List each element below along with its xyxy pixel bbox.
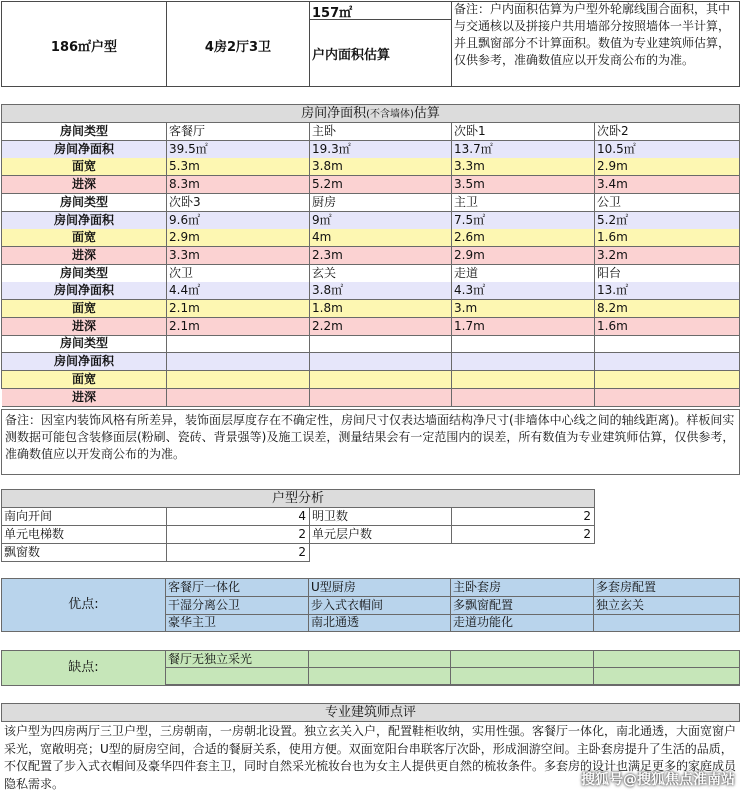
cons-item bbox=[166, 668, 309, 685]
row-label-type: 房间类型 bbox=[2, 265, 167, 283]
analysis-value: 2 bbox=[167, 526, 310, 544]
room-area-cell: 13.㎡ bbox=[595, 282, 740, 300]
room-type-cell: 玄关 bbox=[310, 265, 452, 283]
room-depth-cell: 2.3m bbox=[310, 247, 452, 265]
room-area-cell bbox=[595, 353, 740, 371]
room-area-cell: 10.5㎡ bbox=[595, 141, 740, 159]
pros-label: 优点: bbox=[2, 579, 166, 631]
room-area-cell: 5.2㎡ bbox=[595, 212, 740, 230]
header-divider-3 bbox=[451, 1, 452, 87]
room-area-cell: 13.7㎡ bbox=[452, 141, 595, 159]
row-label-depth: 进深 bbox=[2, 247, 167, 265]
cons-grid bbox=[1, 650, 740, 686]
room-area-cell: 3.8㎡ bbox=[310, 282, 452, 300]
room-depth-cell: 2.1m bbox=[167, 318, 310, 336]
room-width-cell: 2.6m bbox=[452, 229, 595, 247]
unit-layout: 4房2厅3卫 bbox=[204, 40, 272, 55]
room-width-cell: 1.8m bbox=[310, 300, 452, 318]
room-area-cell: 39.5㎡ bbox=[167, 141, 310, 159]
room-area-cell: 9.6㎡ bbox=[167, 212, 310, 230]
area-value: 157㎡ bbox=[312, 6, 353, 21]
room-width-cell: 3.m bbox=[452, 300, 595, 318]
analysis-label: 明卫数 bbox=[310, 508, 452, 526]
room-depth-cell: 8.3m bbox=[167, 176, 310, 194]
analysis-label: 南向开间 bbox=[2, 508, 167, 526]
room-area-cell: 19.3㎡ bbox=[310, 141, 452, 159]
row-label-type: 房间类型 bbox=[2, 194, 167, 212]
analysis-grid bbox=[1, 508, 595, 562]
room-type-cell: 主卧 bbox=[310, 123, 452, 141]
watermark: 搜狐号@搜狐焦点淮南站 bbox=[581, 772, 735, 788]
pros-item: U型厨房 bbox=[309, 579, 451, 597]
pros-grid bbox=[1, 578, 740, 632]
row-label-width: 面宽 bbox=[2, 371, 167, 389]
row-label-type: 房间类型 bbox=[2, 335, 167, 353]
analysis-value: 4 bbox=[167, 508, 310, 526]
analysis-label: 单元层户数 bbox=[310, 526, 452, 544]
room-type-cell bbox=[310, 335, 452, 353]
room-depth-cell: 3.5m bbox=[452, 176, 595, 194]
room-type-cell: 次卫 bbox=[167, 265, 310, 283]
rooms-note: 备注：因室内装饰风格有所差异，装饰面层厚度存在不确定性，房间尺寸仅表达墙面结构净尺寸(非墙体中心线之间的轴线距离)。样板间实测数据可能包含装修面层(粉刷、瓷砖、背景强等)及施工误差，测量结果会有一定范围内的误差，所有数值为专业建筑师估算，仅供参考，准确数值应以开发商公布的为准。 bbox=[1, 409, 740, 475]
room-area-cell: 7.5㎡ bbox=[452, 212, 595, 230]
analysis-value: 2 bbox=[452, 526, 595, 544]
cons-item bbox=[309, 651, 451, 668]
analysis-value: 2 bbox=[452, 508, 595, 526]
room-depth-cell bbox=[452, 389, 595, 407]
cons-item bbox=[451, 651, 594, 668]
row-label-area: 房间净面积 bbox=[2, 212, 167, 230]
analysis-label: 单元电梯数 bbox=[2, 526, 167, 544]
room-type-cell: 次卧2 bbox=[595, 123, 740, 141]
room-depth-cell: 1.6m bbox=[595, 318, 740, 336]
room-width-cell: 2.1m bbox=[167, 300, 310, 318]
room-width-cell: 2.9m bbox=[595, 158, 740, 176]
room-width-cell: 3.8m bbox=[310, 158, 452, 176]
row-label-depth: 进深 bbox=[2, 176, 167, 194]
rooms-title-end: 估算 bbox=[413, 106, 440, 121]
room-type-cell: 厨房 bbox=[310, 194, 452, 212]
room-type-cell: 走道 bbox=[452, 265, 595, 283]
pros-item bbox=[594, 614, 739, 632]
room-depth-cell bbox=[167, 389, 310, 407]
area-label: 户内面积估算 bbox=[312, 48, 391, 63]
pros-item: 走道功能化 bbox=[451, 614, 594, 632]
room-depth-cell: 2.9m bbox=[452, 247, 595, 265]
header-divider-2 bbox=[309, 1, 310, 87]
rooms-grid bbox=[1, 123, 740, 404]
cons-item bbox=[309, 668, 451, 685]
pros-item: 多套房配置 bbox=[594, 579, 739, 597]
room-depth-cell: 3.3m bbox=[167, 247, 310, 265]
room-area-cell: 4.3㎡ bbox=[452, 282, 595, 300]
room-type-cell: 客餐厅 bbox=[167, 123, 310, 141]
room-width-cell bbox=[310, 371, 452, 389]
row-label-width: 面宽 bbox=[2, 158, 167, 176]
analysis-label: 飘窗数 bbox=[2, 544, 167, 562]
room-type-cell bbox=[452, 335, 595, 353]
room-width-cell: 1.6m bbox=[595, 229, 740, 247]
analysis-title-bar: 户型分析 bbox=[1, 489, 595, 508]
unit-type: 186㎡户型 bbox=[50, 40, 118, 55]
room-width-cell bbox=[452, 371, 595, 389]
room-area-cell: 4.4㎡ bbox=[167, 282, 310, 300]
room-width-cell: 8.2m bbox=[595, 300, 740, 318]
room-width-cell bbox=[595, 371, 740, 389]
cons-label: 缺点: bbox=[2, 651, 166, 685]
row-label-area: 房间净面积 bbox=[2, 353, 167, 371]
analysis-value: 2 bbox=[167, 544, 310, 562]
room-width-cell: 5.3m bbox=[167, 158, 310, 176]
room-type-cell: 公卫 bbox=[595, 194, 740, 212]
room-depth-cell: 2.2m bbox=[310, 318, 452, 336]
pros-item: 多飘窗配置 bbox=[451, 597, 594, 615]
row-label-type: 房间类型 bbox=[2, 123, 167, 141]
room-type-cell bbox=[167, 335, 310, 353]
row-label-depth: 进深 bbox=[2, 389, 167, 407]
room-area-cell bbox=[452, 353, 595, 371]
room-width-cell: 4m bbox=[310, 229, 452, 247]
room-type-cell: 主卫 bbox=[452, 194, 595, 212]
room-type-cell: 次卧3 bbox=[167, 194, 310, 212]
pros-item: 主卧套房 bbox=[451, 579, 594, 597]
row-label-width: 面宽 bbox=[2, 300, 167, 318]
rooms-title-main: 房间净面积 bbox=[301, 106, 367, 121]
area-note: 备注：户内面积估算为户型外轮廓线围合面积，其中与交通核以及拼接户共用墙部分按照墙体一半计算，并且飘窗部分不计算面积。数值为专业建筑师估算，仅供参考，准确数值应以开发商公布的为准。 bbox=[454, 2, 731, 67]
room-type-cell bbox=[595, 335, 740, 353]
row-label-depth: 进深 bbox=[2, 318, 167, 336]
pros-item: 步入式衣帽间 bbox=[309, 597, 451, 615]
pros-item: 干湿分离公卫 bbox=[166, 597, 309, 615]
room-depth-cell bbox=[595, 389, 740, 407]
pros-item: 南北通透 bbox=[309, 614, 451, 632]
rooms-title-sub: (不含墙体) bbox=[366, 109, 414, 120]
room-type-cell: 阳台 bbox=[595, 265, 740, 283]
room-area-cell bbox=[167, 353, 310, 371]
pros-item: 豪华主卫 bbox=[166, 614, 309, 632]
cons-item bbox=[451, 668, 594, 685]
room-depth-cell: 1.7m bbox=[452, 318, 595, 336]
rooms-title-bar bbox=[1, 104, 740, 123]
room-area-cell bbox=[310, 353, 452, 371]
room-type-cell: 次卧1 bbox=[452, 123, 595, 141]
room-width-cell: 3.3m bbox=[452, 158, 595, 176]
room-depth-cell: 3.2m bbox=[595, 247, 740, 265]
cons-item bbox=[594, 651, 739, 668]
pros-item: 客餐厅一体化 bbox=[166, 579, 309, 597]
review-title-bar: 专业建筑师点评 bbox=[1, 703, 740, 722]
row-label-area: 房间净面积 bbox=[2, 141, 167, 159]
cons-item: 餐厅无独立采光 bbox=[166, 651, 309, 668]
row-label-area: 房间净面积 bbox=[2, 282, 167, 300]
room-width-cell bbox=[167, 371, 310, 389]
row-label-width: 面宽 bbox=[2, 229, 167, 247]
pros-item: 独立玄关 bbox=[594, 597, 739, 615]
room-width-cell: 2.9m bbox=[167, 229, 310, 247]
review-text: 该户型为四房两厅三卫户型，三房朝南，一房朝北设置。独立玄关入户，配置鞋柜收纳，实用性强。客餐厅一体化，南北通透，大面宽窗户采光，宽敞明亮；U型的厨房空间，合适的餐厨关系，使用方便。双面宽阳台串联客厅次卧，形成洄游空间。主卧套房提升了生活的品质，不仅配置了步入式衣帽间及豪华四件套主卫，同时自然采光梳妆台也为女主人提供更自然的梳妆条件。多套房的设计也满足更多的家庭成员隐私需求。 bbox=[4, 724, 737, 791]
room-area-cell: 9㎡ bbox=[310, 212, 452, 230]
room-depth-cell: 5.2m bbox=[310, 176, 452, 194]
cons-item bbox=[594, 668, 739, 685]
room-depth-cell: 3.4m bbox=[595, 176, 740, 194]
room-depth-cell bbox=[310, 389, 452, 407]
